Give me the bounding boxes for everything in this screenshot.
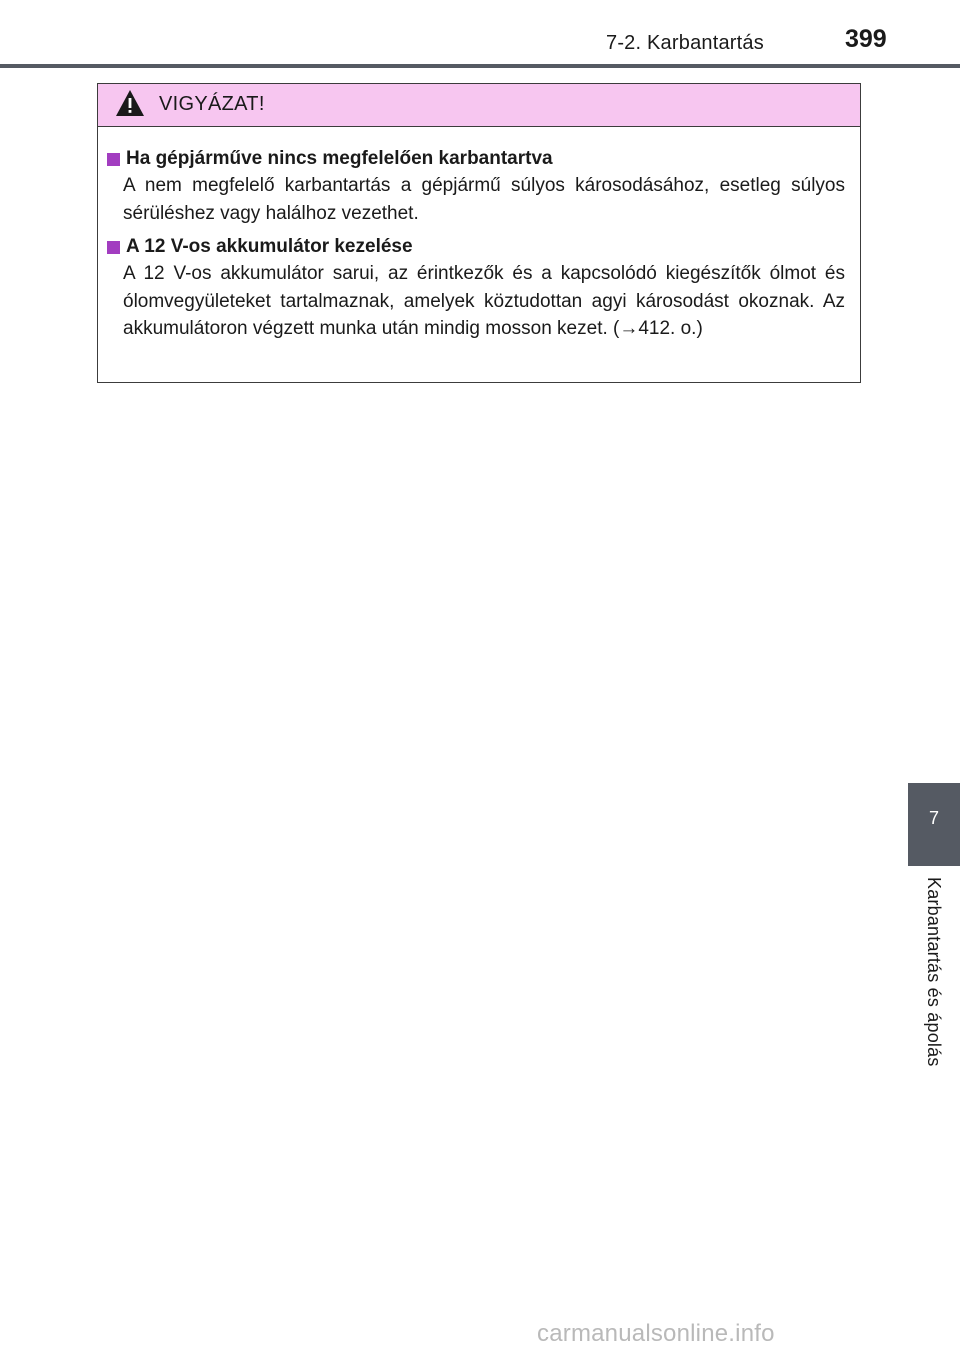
chapter-tab: [908, 783, 960, 866]
warning-item-heading: [107, 234, 845, 260]
warning-item-heading-text: A 12 V-os akkumulátor kezelése: [126, 236, 413, 257]
section-title: 7-2. Karbantartás: [606, 32, 764, 54]
square-bullet-icon: [107, 153, 120, 166]
warning-item-heading: [107, 146, 845, 172]
watermark: carmanualsonline.info: [537, 1320, 775, 1347]
page-number: 399: [845, 25, 887, 53]
warning-triangle-icon: [115, 89, 145, 117]
warning-item-text: A nem megfelelő karbantartás a gépjármű súlyos károsodásához, esetleg súlyos sérüléshez vagy halálhoz vezethet.: [123, 175, 845, 224]
warning-item: [107, 146, 845, 227]
warning-title: VIGYÁZAT!: [159, 93, 265, 115]
chapter-number: 7: [928, 808, 939, 828]
warning-item: [107, 234, 845, 343]
header-divider: [0, 64, 960, 68]
square-bullet-icon: [107, 241, 120, 254]
warning-item-heading-text: Ha gépjárműve nincs megfelelően karbantartva: [126, 148, 553, 169]
warning-item-text: A 12 V-os akkumulátor sarui, az érintkezők és a kapcsolódó kiegészítők ólmot és ólomvegyületeket tartalmaznak, amelyek köztudottan agyi károsodást okoznak. Az akkumulátoron végzett munka után mindig mosson kezet. (→412. o.): [123, 263, 845, 339]
chapter-label: Karbantartás és ápolás: [924, 877, 944, 1067]
warning-box: [97, 83, 861, 383]
warning-body: [98, 127, 860, 343]
warning-header: [98, 84, 860, 127]
